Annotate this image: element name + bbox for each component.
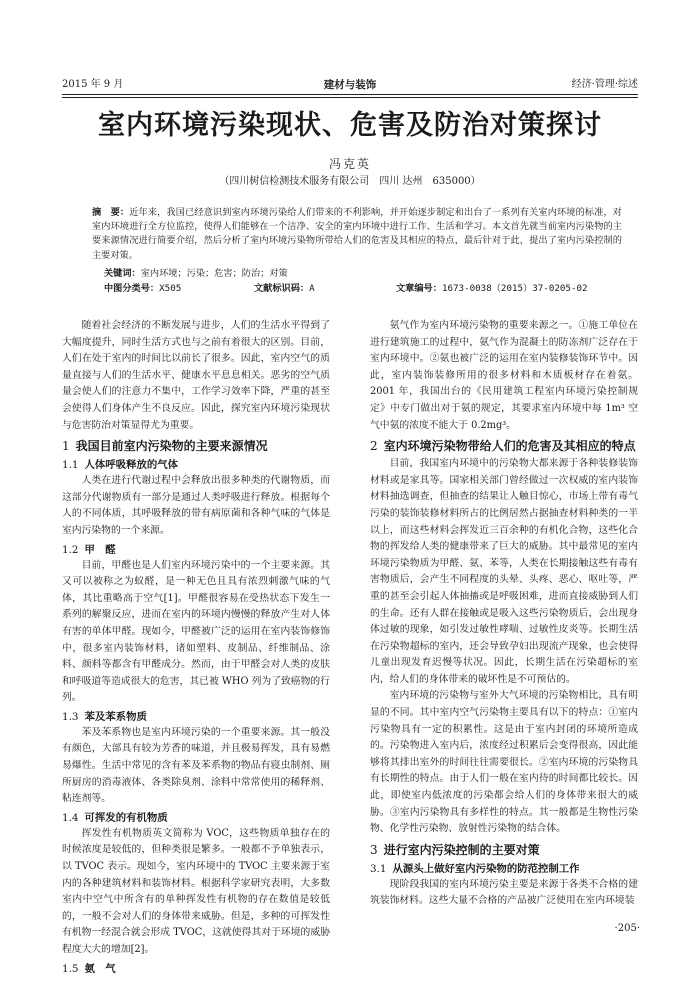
section-1-2-heading — [62, 542, 330, 558]
abstract — [92, 206, 622, 263]
keywords-label: 关键词： — [104, 268, 141, 279]
left-column — [62, 318, 330, 977]
section-1-3-text: 苯及苯系物也是室内环境污染的一个重要来源。其一般没有颜色，大部具有较为芳香的味道，并且极易挥发，具有易燃易爆性。生活中常见的含有苯及苯系物的物品有寝虫制剂、厕所厨房的消毒液体、各类除臭剂、涂料中常常使用的稀释剂、粘连剂等。 — [62, 726, 330, 805]
header-section: 经济·管理·综述 — [571, 79, 638, 90]
section-2-text-2: 室内环境的污染物与室外大气环境的污染物相比，具有明显的不同。其中室内空气污染物主要具有以下的特点：①室内污染物具有一定的积累性。这是由于室内封闭的环境所造成的。污染物进入室内后，浓度经过积累后会变得很高，因此能够将其排出室外的时间往往需要很长。②室内环境的污染物具有长期性的特点。由于人们一般在室内待的时间都比较长。因此，即使室内低浓度的污染都会给人们的身体带来很大的威胁。③室内污染物具有多样性的特点。其一般都是生物性污染物、化学性污染物、放射性污染物的结合体。 — [370, 690, 638, 835]
art-label: 文章编号： — [396, 283, 442, 294]
section-1-5-heading — [62, 961, 330, 977]
section-number: 1.3 — [62, 710, 79, 723]
section-3-1-text: 现阶段我国的室内环境污染主要是来源于各类不合格的建筑装饰材料。这些大量不合格的产品被广泛使用在室内环境装 — [370, 878, 638, 907]
section-2-heading — [370, 438, 638, 455]
classification-line — [104, 282, 604, 296]
section-number: 1.1 — [62, 459, 79, 472]
author-affiliation: （四川树信检测技术服务有限公司 四川 达州 635000） — [219, 176, 481, 187]
intro-paragraph: 随着社会经济的不断发展与进步，人们的生活水平得到了大幅度提升，同时生活方式也与之前有着很大的区别。目前，人们在处于室内的时间比以前长了很多。因此，室内空气的质量直接与人们的生活水平、健康水平息息相关。恶劣的空气质量会使人们的注意力不集中，工作学习效率下降，严重的甚至会使得人们身体产生不良反应。因此，探究室内环境污染现状与危害防治对策显得尤为重要。 — [62, 320, 330, 431]
clc-code — [104, 282, 181, 296]
section-3-1-heading — [370, 861, 638, 877]
header-rule-thin — [62, 97, 638, 98]
keywords-text: 室内环境；污染；危害；防治；对策 — [140, 268, 288, 279]
running-header — [62, 78, 638, 92]
doc-label: 文献标识码： — [254, 283, 310, 294]
page-number: ·205· — [614, 923, 640, 934]
section-title: 我国目前室内污染物的主要来源情况 — [75, 439, 268, 454]
section-title: 可挥发的有机物质 — [84, 811, 168, 824]
section-1-4-heading — [62, 810, 330, 826]
section-title: 甲 醛 — [84, 543, 116, 556]
article-author: 冯克英 — [328, 157, 371, 171]
section-title: 苯及苯系物质 — [84, 710, 147, 723]
section-3-heading — [370, 842, 638, 859]
right-column — [370, 318, 638, 910]
section-1-2-text: 目前，甲醛也是人们室内环境污染中的一个主要来源。其又可以被称之为蚁醛，是一种无色且具有浓烈刺激气味的气体，其比重略高于空气[1]。甲醛很容易在受热状态下发生一系列的解聚反应，进而在室内的环境内慢慢的释放产生对人体有害的单体甲醛。现如今，甲醛被广泛的运用在室内装饰修饰中，很多室内装饰材料，诸如塑料、皮制品、纤维制品、涂料、颜料等都含有甲醛成分。然而，由于甲醛会对人类的皮肤和呼吸道等造成很大的危害，其已被 WHO 列为了致癌物的行列。 — [62, 559, 330, 704]
clc-label: 中图分类号： — [104, 283, 160, 294]
section-title: 室内环境污染物带给人们的危害及其相应的特点 — [383, 439, 636, 454]
section-number: 3.1 — [370, 862, 387, 875]
section-title: 人体呼吸释放的气体 — [84, 459, 179, 472]
section-2-text-1: 目前，我国室内环境中的污染物大都来源于各种装修装饰材料或是家具等。国家相关部门曾经做过一次权威的室内装饰材料抽选调查，但抽查的结果让人触目惊心，市场上带有毒气污染的装饰装修材料所占的比例居然占据抽查材料种类的一半以上，而这些材料会挥发近三百余种的有机化合物，这些化合物的挥发给人类的健康带来了巨大的威胁。其中最常见的室内环境污染物质为甲醛、氨、苯等，人类在长期接触这些有毒有害物质后，会产生不同程度的头晕、头疼、恶心、呕吐等，严重的甚至会引起人体抽搐或是呼吸困难，进而直接威胁到人们的生命。还有人群在接触或是吸入这些污染物质后，会出现身体过敏的现象，如引发过敏性哮喘、过敏性皮炎等。长期生活在污染物超标的室内，还会导致孕妇出现流产现象，也会使得儿童出现发育迟慢等状况。因此，长期生活在污染超标的室内，给人们的身体带来的破坏性是不可预估的。 — [370, 458, 638, 685]
section-number: 3 — [370, 842, 378, 857]
section-1-1-heading — [62, 457, 330, 473]
section-title: 进行室内污染控制的主要对策 — [383, 842, 540, 857]
abstract-label: 摘 要： — [92, 207, 130, 218]
header-journal-name: 建材与装饰 — [323, 79, 377, 91]
section-1-3-heading — [62, 709, 330, 725]
section-title: 从源头上做好室内污染物的防范控制工作 — [392, 862, 580, 875]
clc-value: X505 — [159, 283, 182, 294]
section-number: 2 — [370, 439, 378, 454]
document-code — [254, 282, 315, 296]
section-number: 1.4 — [62, 811, 79, 824]
section-1-heading — [62, 438, 330, 455]
header-date: 2015 年 9 月 — [62, 79, 124, 90]
header-rule-thick — [62, 94, 638, 95]
section-number: 1.5 — [62, 962, 79, 975]
section-1-1-text: 人类在进行代谢过程中会释放出很多种类的代谢物质，而这部分代谢物质有一部分是通过人类呼吸进行释放。根据每个人的不同体质，其呼吸释放的带有病原菌和各种气味的气体是室内污染物的一个来源。 — [62, 475, 330, 536]
article-number — [396, 282, 588, 296]
section-number: 1 — [62, 439, 70, 454]
section-1-5-text: 氨气作为室内环境污染物的重要来源之一。①施工单位在进行建筑施工的过程中，氨气作为混凝土的防冻剂广泛存在于室内环境中。②氨也被广泛的运用在室内装修装饰环节中。因此，室内装饰装修所用的很多材料和木质板材存在着氨。2001 年，我国出台的《民用建筑工程室内环境污染控制规定》中专门做出对于氨的规定，其要求室内环境中每 1m³ 空气中氨的浓度不能大于 0.2mg³。 — [370, 320, 638, 431]
article-title: 室内环境污染现状、危害及防治对策探讨 — [98, 110, 602, 141]
section-title: 氨 气 — [84, 962, 116, 975]
section-1-4-text: 挥发性有机物质英文简称为 VOC，这些物质单独存在的时候浓度是较低的，但种类很是繁多。一般都不予单独表示，以 TVOC 表示。现如今，室内环境中的 TVOC 主要来源于室内的各种建筑材料和装饰材料。根据科学家研究表明，大多数室内中空气中所含有的单种挥发性有机物的存在数值是较低的，一般不会对人们的身体带来威胁。但是，多种的可挥发性有机物一经混合就会形成 TVOC，这就使得其对于环境的威胁程度大大的增加[2]。 — [62, 827, 330, 955]
art-value: 1673-0038（2015）37-0205-02 — [441, 283, 588, 294]
section-number: 1.2 — [62, 543, 79, 556]
keywords — [104, 267, 288, 281]
abstract-text: 近年来，我国已经意识到室内环境污染给人们带来的不利影响，并开始逐步制定和出台了一系列有关室内环境的标准，对室内环境进行全方位监控，使得人们能够在一个洁净、安全的室内环境中进行工作、生活和学习。本文首先就当前室内污染物的主要来源情况进行简要介绍，然后分析了室内环境污染物所带给人们的危害及其相应的特点，最后针对于此，提出了室内污染控制的主要对策。 — [92, 207, 622, 261]
doc-value: A — [309, 283, 315, 294]
